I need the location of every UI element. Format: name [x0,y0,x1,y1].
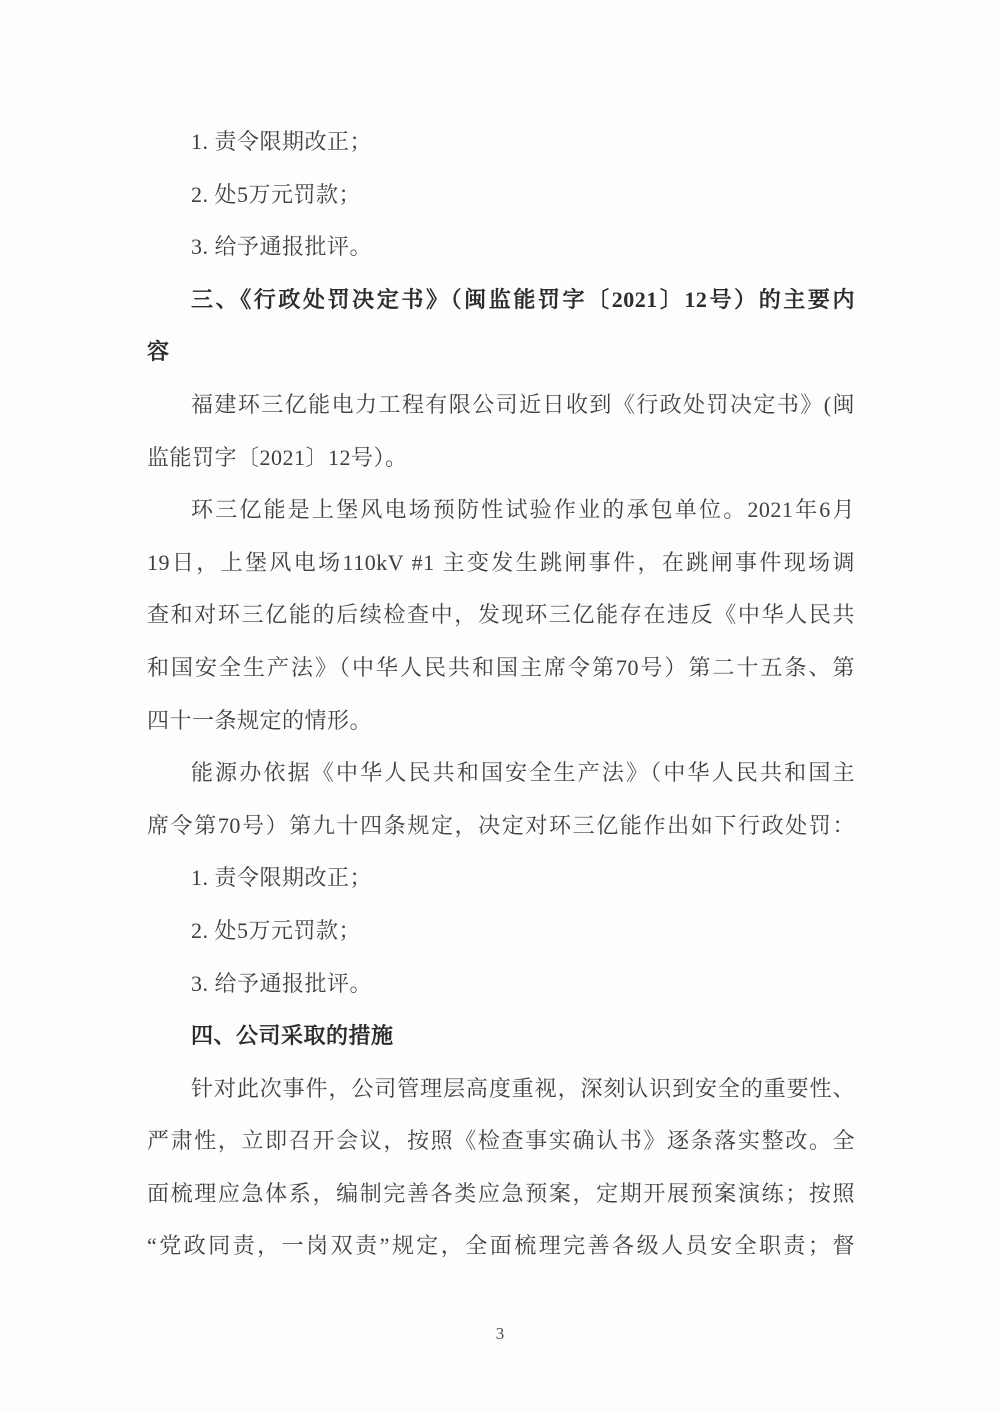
list-item-1: 1. 责令限期改正； [191,865,373,891]
list-item-1: 1. 责令限期改正； [191,129,373,154]
paragraph-line: 查和对环三亿能的后续检查中，发现环三亿能存在违反《中华人民共 [147,602,855,628]
list-item-2: 2. 处5万元罚款； [191,917,362,943]
document-body [147,116,855,1273]
list-item-3: 3. 给予通报批评。 [191,234,373,260]
paragraph-line: 能源办依据《中华人民共和国安全生产法》（中华人民共和国主 [191,760,855,786]
paragraph-line: 福建环三亿能电力工程有限公司近日收到《行政处罚决定书》(闽 [191,391,855,417]
paragraph-line: 针对此次事件，公司管理层高度重视，深刻认识到安全的重要性、 [191,1075,855,1101]
list-item-3: 3. 给予通报批评。 [191,970,373,996]
paragraph-line: 面梳理应急体系，编制完善各类应急预案，定期开展预案演练；按照 [147,1180,855,1206]
paragraph-line: 19日，上堡风电场110kV #1 主变发生跳闸事件，在跳闸事件现场调 [147,549,855,575]
paragraph-line: 席令第70号）第九十四条规定，决定对环三亿能作出如下行政处罚： [147,812,855,838]
paragraph-line: “党政同责，一岗双责”规定，全面梳理完善各级人员安全职责；督 [147,1233,855,1259]
list-item-2: 2. 处5万元罚款； [191,181,362,207]
paragraph-line: 环三亿能是上堡风电场预防性试验作业的承包单位。2021年6月 [191,497,855,523]
section-heading-3-cont: 容 [147,339,170,365]
paragraph-line: 监能罚字〔2021〕12号）。 [147,444,408,470]
paragraph-line: 和国安全生产法》（中华人民共和国主席令第70号）第二十五条、第 [147,654,855,680]
section-heading-4: 四、公司采取的措施 [191,1023,394,1049]
paragraph-line: 四十一条规定的情形。 [147,707,373,733]
section-heading-3: 三、《行政处罚决定书》（闽监能罚字〔2021〕12号）的主要内 [191,286,855,312]
page-number: 3 [495,1324,505,1343]
paragraph-line: 严肃性，立即召开会议，按照《检查事实确认书》逐条落实整改。全 [147,1128,855,1154]
